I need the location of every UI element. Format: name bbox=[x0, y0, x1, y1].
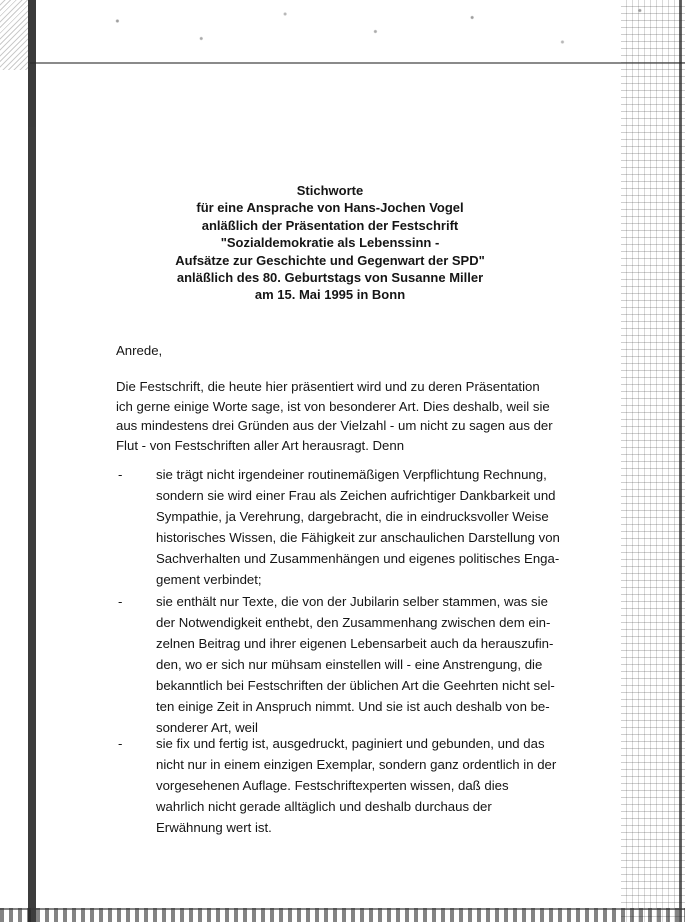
document-header bbox=[90, 182, 570, 304]
bullet-line: Sympathie, ja Verehrung, dargebracht, die in eindrucksvoller Weise bbox=[156, 509, 549, 524]
bullet-line: nicht nur in einem einzigen Exemplar, sondern ganz ordentlich in der bbox=[156, 757, 557, 772]
bullet-line: sonderer Art, weil bbox=[156, 720, 258, 735]
bullet-line: der Notwendigkeit enthebt, den Zusammenhang zwischen dem ein- bbox=[156, 615, 551, 630]
bullet-line: Sachverhalten und Zusammenhängen und eigenes politisches Enga- bbox=[156, 551, 560, 566]
header-line: für eine Ansprache von Hans-Jochen Vogel bbox=[196, 200, 464, 216]
scan-left-edge bbox=[0, 0, 42, 922]
bullet-line: sie fix und fertig ist, ausgedruckt, paginiert und gebunden, und das bbox=[156, 736, 545, 751]
bullet-line: zelnen Beitrag und ihrer eigenen Lebensarbeit auch da herauszufin- bbox=[156, 636, 554, 651]
bullet-dash: - bbox=[118, 736, 123, 751]
bullet-line: bekanntlich bei Festschriften der üblichen Art die Geehrten nicht sel- bbox=[156, 678, 555, 693]
bullet-line: vorgesehenen Auflage. Festschriftexperten wissen, daß dies bbox=[156, 778, 509, 793]
bullet-line: sie enthält nur Texte, die von der Jubilarin selber stammen, was sie bbox=[156, 594, 548, 609]
bullet-text bbox=[156, 733, 576, 838]
paragraph-line: Flut - von Festschriften aller Art herausragt. Denn bbox=[116, 437, 405, 453]
header-line: anläßlich der Präsentation der Festschrift bbox=[201, 217, 459, 233]
bullet-dash: - bbox=[118, 467, 123, 482]
bullet-line: gement verbindet; bbox=[156, 572, 262, 587]
bullet-line: Erwähnung wert ist. bbox=[156, 820, 272, 835]
intro-paragraph bbox=[116, 377, 556, 455]
paragraph-line: aus mindestens drei Gründen aus der Vielzahl - um nicht zu sagen aus der bbox=[116, 418, 553, 433]
scan-bottom-edge bbox=[0, 908, 685, 922]
paragraph-line: ich gerne einige Worte sage, ist von besonderer Art. Dies deshalb, weil sie bbox=[116, 398, 550, 414]
bullet-line: wahrlich nicht gerade alltäglich und deshalb durchaus der bbox=[156, 799, 492, 814]
paragraph-line: Die Festschrift, die heute hier präsentiert wird und zu deren Präsentation bbox=[116, 379, 540, 394]
header-title: Stichworte bbox=[296, 183, 364, 198]
bullet-line: sondern sie wird einer Frau als Zeichen aufrichtiger Dankbarkeit und bbox=[156, 488, 556, 503]
bullet-line: sie trägt nicht irgendeiner routinemäßigen Verpflichtung Rechnung, bbox=[156, 467, 547, 482]
header-line: "Sozialdemokratie als Lebenssinn - bbox=[220, 235, 440, 251]
header-line: am 15. Mai 1995 in Bonn bbox=[254, 287, 406, 303]
bullet-line: historisches Wissen, die Fähigkeit zur anschaulichen Darstellung von bbox=[156, 530, 560, 545]
header-line: Aufsätze zur Geschichte und Gegenwart der SPD" bbox=[175, 252, 485, 268]
bullet-line: ten einige Zeit in Anspruch nimmt. Und sie ist auch deshalb von be- bbox=[156, 699, 550, 714]
bullet-line: den, wo er sich nur mühsam einstellen will - eine Anstrengung, die bbox=[156, 657, 543, 672]
header-line: anläßlich des 80. Geburtstags von Susanne Miller bbox=[176, 270, 484, 286]
bullet-text bbox=[156, 464, 576, 590]
scan-top-noise bbox=[40, 0, 685, 70]
scan-right-edge bbox=[621, 0, 685, 922]
salutation: Anrede, bbox=[116, 343, 163, 358]
bullet-text bbox=[156, 591, 576, 738]
scan-top-line bbox=[30, 62, 685, 64]
bullet-dash: - bbox=[118, 594, 123, 609]
